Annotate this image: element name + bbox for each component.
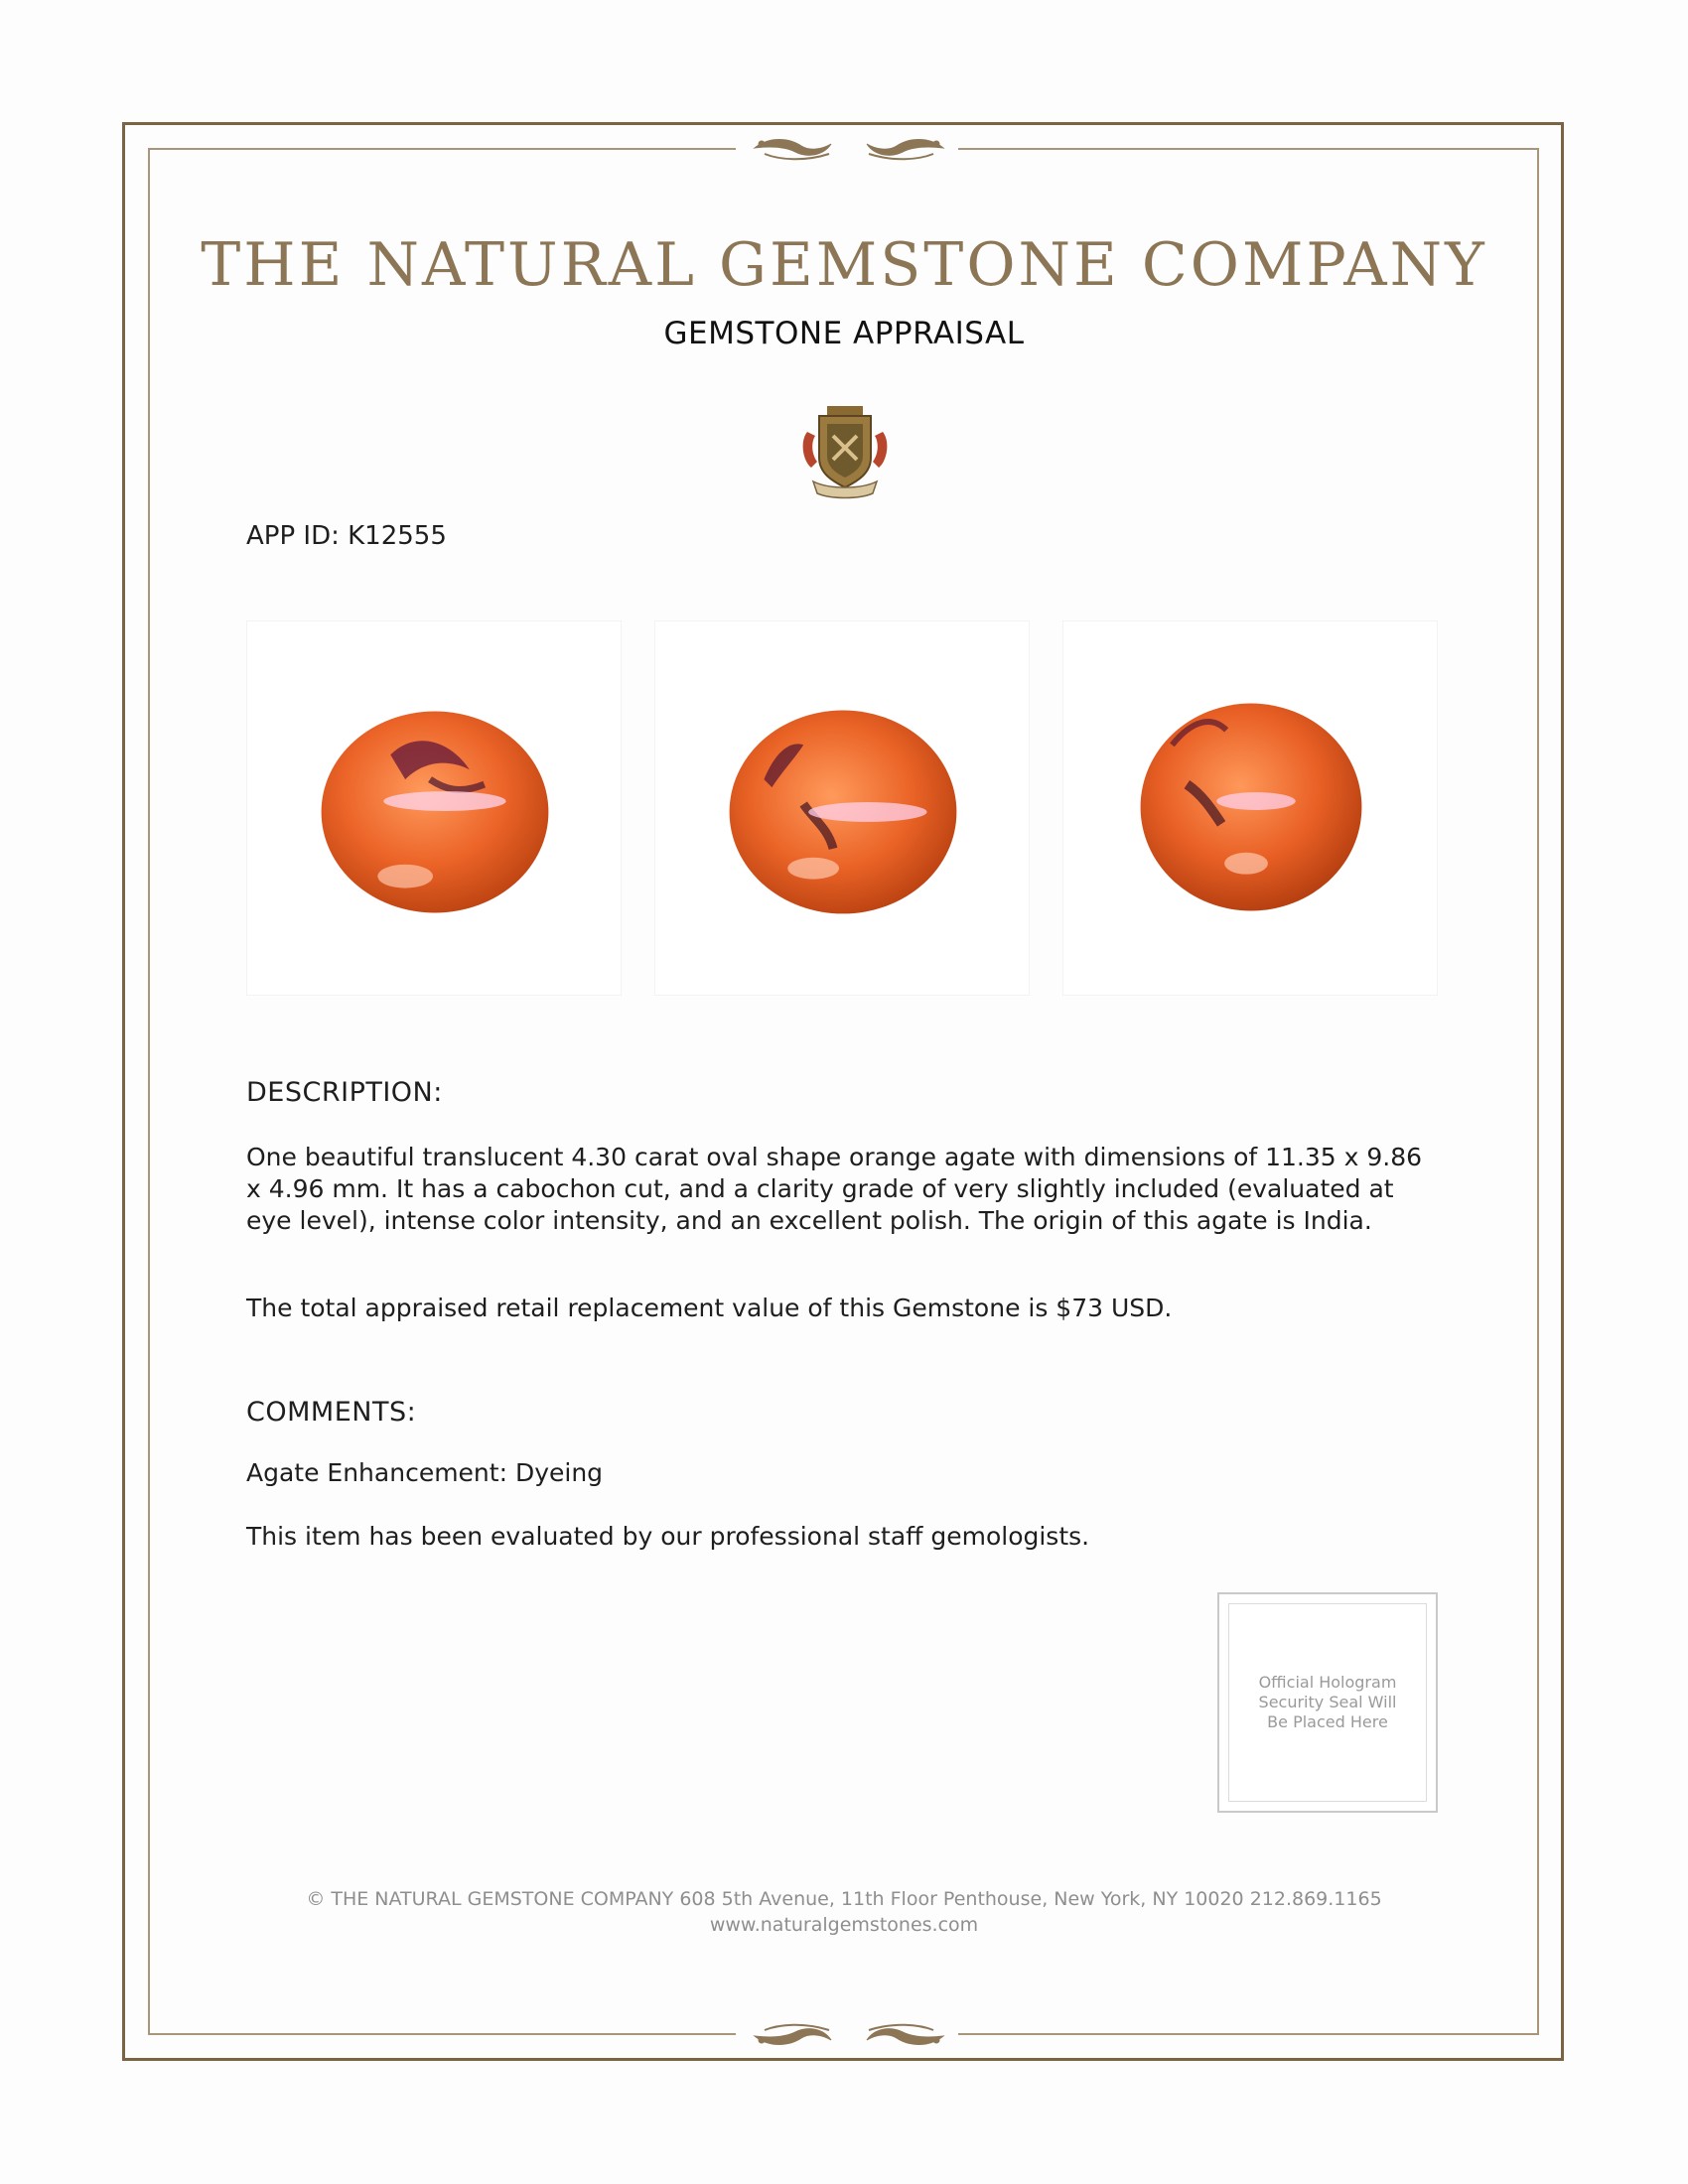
top-flourish-ornament <box>750 132 948 166</box>
app-id: APP ID: K12555 <box>246 521 447 551</box>
enhancement-comment: Agate Enhancement: Dyeing <box>246 1458 604 1487</box>
footer-website: www.naturalgemstones.com <box>709 1914 979 1936</box>
seal-text: Official Hologram Security Seal Will Be Placed Here <box>1258 1673 1397 1731</box>
footer-address: © THE NATURAL GEMSTONE COMPANY 608 5th Avenue, 11th Floor Penthouse, New York, NY 10020 212.869.1165 <box>306 1888 1382 1910</box>
company-crest-logo <box>799 402 891 499</box>
gem-photo-side <box>1062 620 1438 996</box>
inner-border-bottom-left <box>148 2033 736 2035</box>
inner-border-bottom-right <box>958 2033 1539 2035</box>
appraised-value: The total appraised retail replacement value of this Gemstone is $73 USD. <box>246 1294 1173 1322</box>
inner-border-top-left <box>148 148 736 150</box>
description-text: One beautiful translucent 4.30 carat oval shape orange agate with dimensions of 11.35 x 9.86 x 4.96 mm. It has a cabochon cut, and a clarity grade of very slightly included (evaluated at eye level), intense color intensity, and an excellent polish. The origin of this agate is India. <box>246 1143 1423 1235</box>
inner-border-top-right <box>958 148 1539 150</box>
description-heading: DESCRIPTION: <box>246 1077 443 1108</box>
gem-photo-angle <box>654 620 1030 996</box>
evaluation-comment: This item has been evaluated by our professional staff gemologists. <box>246 1522 1090 1551</box>
company-name: THE NATURAL GEMSTONE COMPANY <box>201 230 1487 300</box>
gem-photo-front <box>246 620 622 996</box>
inner-border-right <box>1537 148 1539 2035</box>
inner-border-left <box>148 148 150 2035</box>
hologram-seal-placeholder <box>1217 1592 1438 1813</box>
document-title: GEMSTONE APPRAISAL <box>663 316 1025 351</box>
bottom-flourish-ornament <box>750 2018 948 2052</box>
seal-inner-border <box>1228 1603 1427 1802</box>
comments-heading: COMMENTS: <box>246 1397 417 1428</box>
